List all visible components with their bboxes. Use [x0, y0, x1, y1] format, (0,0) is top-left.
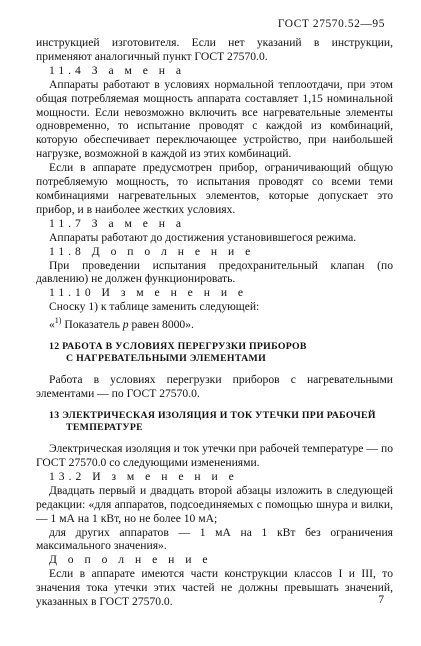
- footnote-rest: равен 8000».: [128, 317, 194, 331]
- footnote-replacement: [36, 314, 393, 332]
- paragraph: Если в аппарате имеются части конструкции классов I и III, то значения тока утечки этих частей не должны превышать значений, указанных в ГОСТ 27570.0.: [36, 567, 393, 609]
- paragraph: для других аппаратов — 1 мА на 1 кВт без ограничения максимального значения».: [36, 525, 393, 553]
- footnote-text: Показатель: [61, 317, 123, 331]
- paragraph: При проведении испытания предохранительный клапан (по давлению) не должен функционировать.: [36, 258, 393, 286]
- paragraph: Аппараты работают в условиях нормальной теплоотдачи, при этом общая потребляемая мощность аппарата составляет 1,15 номинальной мощности. Если невозможно включить все нагревательные элементы одновременно, то испытание проводят с каждой из комбинаций, которую обеспечивает переключающее устройство, при наибольшей нагрузке, возможной в каждой из этих комбинаций.: [36, 77, 393, 161]
- paragraph: инструкцией изготовителя. Если нет указаний в инструкции, применяют аналогичный пункт ГОСТ 27570.0.: [36, 36, 393, 63]
- paragraph: Двадцать первый и двадцать второй абзацы изложить в следующей редакции: «для аппаратов, подсоединяемых с помощью шнура и вилки, — 1 мА на 1 кВт, но не более 10 мА;: [36, 483, 393, 525]
- page-number: 7: [378, 593, 384, 606]
- footnote-variable: p: [122, 317, 129, 331]
- clause-heading-addition: Д о п о л н е н и е: [49, 553, 212, 567]
- document-code: ГОСТ 27570.52—95: [277, 18, 385, 30]
- clause-heading-11-8: 11.8 Д о п о л н е н и е: [49, 244, 255, 258]
- paragraph: Сноску 1) к таблице заменить следующей:: [49, 300, 260, 314]
- section-12-line1: 12 РАБОТА В УСЛОВИЯХ ПЕРЕГРУЗКИ ПРИБОРОВ: [49, 340, 307, 352]
- section-heading-12: [36, 341, 393, 366]
- clause-heading-11-7: 11.7 З а м е н а: [49, 216, 186, 230]
- quote-open: «: [49, 317, 55, 331]
- section-heading-13: [36, 410, 393, 435]
- paragraph: Аппараты работают до достижения установившегося режима.: [49, 230, 357, 244]
- clause-heading-13-2: 13.2 И з м е н е н и е: [49, 469, 238, 483]
- paragraph: Работа в условиях перегрузки приборов с нагревательными элементами — по ГОСТ 27570.0.: [36, 373, 393, 400]
- document-body: [36, 36, 393, 609]
- footnote-mark: 1): [54, 316, 62, 326]
- clause-heading-11-4: 11.4 З а м е н а: [49, 63, 186, 77]
- paragraph: Электрическая изоляция и ток утечки при рабочей температуре — по ГОСТ 27570.0 со следующими изменениями.: [36, 442, 393, 469]
- section-12-line2: С НАГРЕВАТЕЛЬНЫМИ ЭЛЕМЕНТАМИ: [66, 353, 267, 365]
- paragraph: Если в аппарате предусмотрен прибор, ограничивающий общую потребляемую мощность, то испытания проводят со всеми теми комбинациями нагревательных элементов, которые допускает это прибор, и в наиболее жестких условиях.: [36, 161, 393, 216]
- section-13-line2: ТЕМПЕРАТУРЕ: [66, 422, 143, 434]
- section-13-line1: 13 ЭЛЕКТРИЧЕСКАЯ ИЗОЛЯЦИЯ И ТОК УТЕЧКИ ПРИ РАБОЧЕЙ: [49, 409, 376, 421]
- clause-heading-11-10: 11.10 И з м е н е н и е: [49, 286, 248, 300]
